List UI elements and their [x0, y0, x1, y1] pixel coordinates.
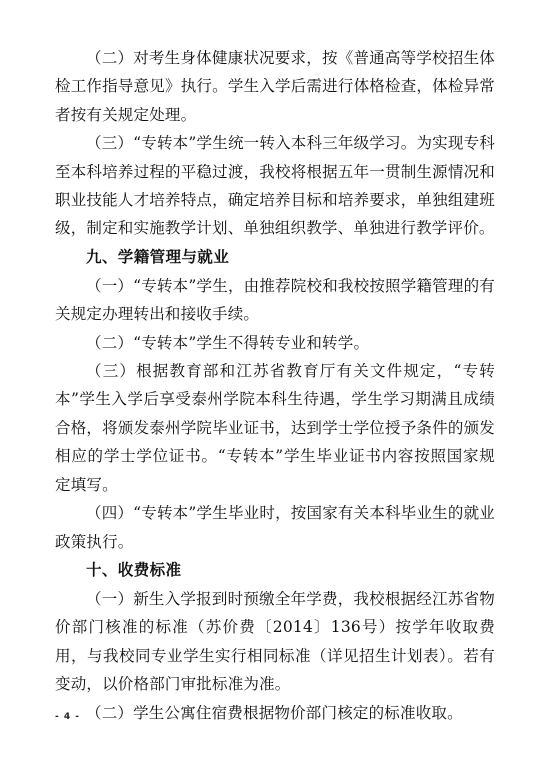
paragraph-no-major-change: （二）“专转本”学生不得转专业和转学。	[86, 333, 370, 352]
paragraph-employment-policy: （四）“专转本”学生毕业时，按国家有关本科毕业生的就业政策执行。	[55, 504, 495, 551]
paragraph-health-requirements: （二）对考生身体健康状况要求，按《普通高等学校招生体检工作指导意见》执行。学生入学后需进行体格检查，体检异常者按有关规定处理。	[55, 49, 495, 124]
section-heading-enrollment: 九、学籍管理与就业	[86, 247, 230, 266]
paragraph-dormitory-fee: （二）学生公寓住宿费根据物价部门核定的标准收取。	[86, 703, 463, 722]
document-page	[55, 44, 495, 727]
paragraph-tuition: （一）新生入学报到时预缴全年学费，我校根据经江苏省物价部门核准的标准（苏价费〔2014〕136号）按学年收取费用，与我校同专业学生实行相同标准（详见招生计划表）。若有变动，以价格部门审批标准为准。	[55, 589, 495, 694]
section-heading-fees: 十、收费标准	[86, 560, 182, 579]
paragraph-transfer-procedures: （一）“专转本”学生，由推荐院校和我校按照学籍管理的有关规定办理转出和接收手续。	[55, 276, 495, 324]
page-number: - 4 -	[55, 712, 80, 722]
paragraph-degree-certificate: （三）根据教育部和江苏省教育厅有关文件规定，“专转本”学生入学后享受泰州学院本科生待遇，学生学习期满且成绩合格，将颁发泰州学院毕业证书，达到学士学位授予条件的颁发相应的学士学位证书。“专转本”学生毕业证书内容按照国家规定填写。	[55, 362, 495, 494]
paragraph-transfer-study: （三）“专转本”学生统一转入本科三年级学习。为实现专科至本科培养过程的平稳过渡，我校将根据五年一贯制生源情况和职业技能人才培养特点，确定培养目标和培养要求，单独组建班级，制定和实施教学计划、单独组织教学、单独进行教学评价。	[55, 134, 495, 238]
